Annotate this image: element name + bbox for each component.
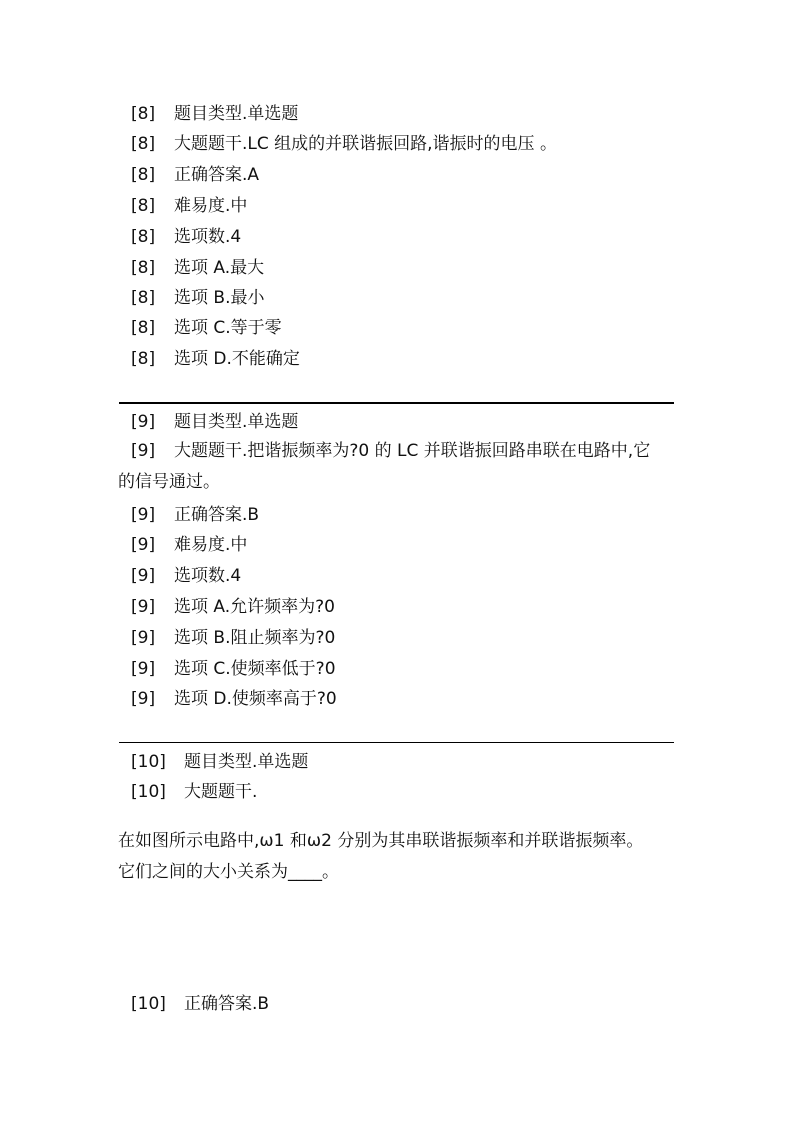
q9-answer: 正确答案.B	[174, 505, 260, 525]
q9-tag: [9]	[131, 689, 156, 709]
q9-difficulty: 难易度.中	[174, 535, 248, 555]
q8-option-a-line	[131, 257, 264, 279]
q10-body-line1: 在如图所示电路中,ω1 和ω2 分别为其串联谐振频率和并联谐振频率。	[118, 831, 644, 851]
q9-tag: [9]	[131, 597, 156, 617]
q10-body-block	[118, 826, 678, 888]
q8-option-a: 选项 A.最大	[174, 258, 265, 278]
q8-option-b: 选项 B.最小	[174, 288, 265, 308]
q9-answer-line	[131, 504, 259, 526]
q9-tag: [9]	[131, 441, 156, 461]
q9-tag: [9]	[131, 566, 156, 586]
q8-difficulty: 难易度.中	[174, 196, 248, 216]
q9-tag: [9]	[131, 412, 156, 432]
q8-type: 题目类型.单选题	[174, 104, 299, 124]
q9-option-b-line	[131, 627, 335, 649]
q9-stem-text1: 大题题干.把谐振频率为?0 的 LC 并联谐振回路串联在电路中,它	[174, 441, 651, 461]
q8-option-d-line	[131, 348, 300, 370]
q9-option-c-line	[131, 658, 336, 680]
q8-option-b-line	[131, 287, 264, 309]
q9-option-d-line	[131, 688, 337, 710]
q9-option-count: 选项数.4	[174, 566, 242, 586]
q8-tag: [8]	[131, 165, 156, 185]
separator-rule	[119, 742, 674, 743]
q10-stem: 大题题干.	[184, 782, 258, 802]
q8-tag: [8]	[131, 349, 156, 369]
q8-option-count: 选项数.4	[174, 227, 242, 247]
q10-body-line2: 它们之间的大小关系为____。	[118, 862, 339, 882]
q8-tag: [8]	[131, 288, 156, 308]
q8-tag: [8]	[131, 196, 156, 216]
q8-tag: [8]	[131, 318, 156, 338]
q9-stem-line1	[118, 436, 678, 467]
q8-option-c-line	[131, 317, 282, 339]
q9-option-a: 选项 A.允许频率为?0	[174, 597, 335, 617]
q9-option-a-line	[131, 596, 335, 618]
q10-type: 题目类型.单选题	[184, 752, 309, 772]
q10-tag: [10]	[131, 994, 166, 1014]
q9-stem-line2: 的信号通过。	[118, 472, 220, 492]
q10-tag: [10]	[131, 782, 166, 802]
q10-answer-line	[131, 993, 269, 1015]
q8-tag: [8]	[131, 258, 156, 278]
q9-option-count-line	[131, 565, 241, 587]
q8-difficulty-line	[131, 195, 247, 217]
q10-stem-line	[131, 781, 257, 803]
q8-option-d: 选项 D.不能确定	[174, 349, 300, 369]
q9-tag: [9]	[131, 628, 156, 648]
q9-stem-block	[118, 436, 678, 498]
separator-rule	[119, 402, 674, 404]
q9-type: 题目类型.单选题	[174, 412, 299, 432]
q8-stem-line	[131, 133, 557, 155]
q9-option-b: 选项 B.阻止频率为?0	[174, 628, 336, 648]
q8-tag: [8]	[131, 134, 156, 154]
q9-tag: [9]	[131, 505, 156, 525]
q9-tag: [9]	[131, 659, 156, 679]
q8-answer: 正确答案.A	[174, 165, 260, 185]
q10-type-line	[131, 751, 308, 773]
q8-type-line	[131, 103, 298, 125]
q9-type-line	[131, 411, 298, 433]
q10-answer: 正确答案.B	[184, 994, 270, 1014]
q8-tag: [8]	[131, 227, 156, 247]
q8-option-count-line	[131, 226, 241, 248]
q8-tag: [8]	[131, 104, 156, 124]
q10-tag: [10]	[131, 752, 166, 772]
q8-answer-line	[131, 164, 259, 186]
q9-tag: [9]	[131, 535, 156, 555]
q8-stem: 大题题干.LC 组成的并联谐振回路,谐振时的电压 。	[174, 134, 557, 154]
q9-option-c: 选项 C.使频率低于?0	[174, 659, 336, 679]
q8-option-c: 选项 C.等于零	[174, 318, 282, 338]
q9-difficulty-line	[131, 534, 247, 556]
q9-option-d: 选项 D.使频率高于?0	[174, 689, 337, 709]
